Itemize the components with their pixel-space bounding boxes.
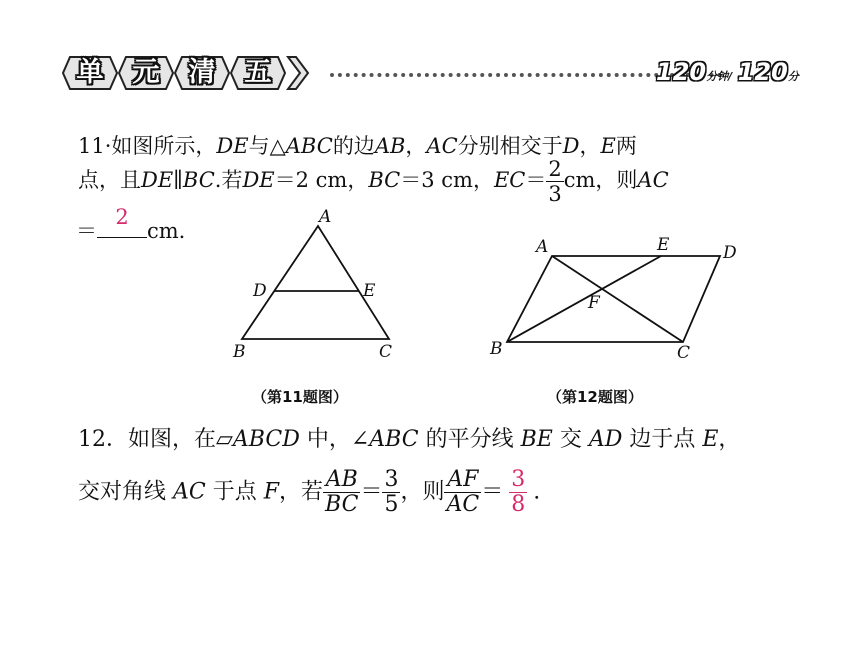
- numerator: AB: [323, 468, 360, 493]
- q11-line2: [78, 157, 669, 206]
- text: 边于点: [622, 427, 703, 452]
- denominator: BC: [325, 492, 359, 517]
- ab-bc-fraction: [323, 468, 360, 517]
- label-B: B: [490, 339, 503, 359]
- math-var: DE: [141, 168, 174, 192]
- text: ＝2 cm，: [274, 168, 369, 192]
- math-var: DE: [216, 134, 249, 158]
- label-F: F: [588, 293, 600, 313]
- label-A: A: [319, 207, 332, 227]
- text: 的边: [332, 134, 375, 158]
- math-var: BC: [182, 168, 215, 192]
- answer-denominator: 8: [511, 492, 526, 517]
- header-char: 五: [244, 57, 272, 88]
- fig12-caption: （第12题图）: [547, 388, 643, 406]
- text: cm.: [147, 219, 186, 243]
- text: ·如图所示，: [104, 134, 217, 158]
- header-char: 元: [132, 57, 160, 88]
- header-badge-2: [118, 56, 174, 90]
- header-timing: [656, 58, 799, 86]
- text: 中，∠: [299, 427, 370, 452]
- af-ac-fraction: [444, 468, 481, 517]
- denominator: AC: [446, 492, 480, 517]
- math-var: F: [263, 479, 279, 505]
- text: 点，且: [78, 168, 141, 192]
- q12-line2: [78, 468, 540, 517]
- text: ＝3 cm，: [400, 168, 494, 192]
- math-var: E: [600, 134, 616, 158]
- text: 分别相交于: [457, 134, 563, 158]
- unit-header: [62, 50, 822, 98]
- text: 与△: [248, 134, 286, 158]
- text: cm，则: [563, 168, 638, 192]
- math-var: AC: [637, 168, 669, 192]
- numerator: 3: [384, 467, 399, 492]
- text: ，则: [400, 479, 445, 505]
- ratio-fraction: [382, 468, 400, 517]
- math-var: E: [702, 427, 719, 452]
- answer-blank: [97, 205, 147, 238]
- label-E: E: [657, 235, 670, 255]
- time-value: 120: [656, 58, 707, 86]
- text: 于点: [205, 479, 264, 505]
- text: ＝: [481, 479, 504, 505]
- q12-line1: [78, 422, 740, 453]
- text: 两: [615, 134, 637, 158]
- math-var: BE: [520, 427, 553, 452]
- text: ，若: [279, 479, 324, 505]
- math-var: D: [562, 134, 580, 158]
- denominator: 5: [384, 492, 399, 517]
- label-B: B: [233, 342, 246, 362]
- label-D: D: [723, 243, 737, 263]
- header-badge-4: [230, 56, 286, 90]
- math-var: AD: [588, 427, 623, 452]
- header-badge-1: [62, 56, 118, 90]
- header-badge-3: [174, 56, 230, 90]
- text: ，: [579, 134, 601, 158]
- header-char: 单: [76, 57, 104, 88]
- q11-line1: [78, 130, 637, 160]
- text: ＝: [76, 219, 97, 243]
- text: ∥: [173, 168, 183, 192]
- denominator: 3: [548, 182, 562, 206]
- score-unit: 分: [787, 70, 799, 83]
- label-D: D: [253, 281, 267, 301]
- fig12-parallelogram-diagram: [480, 230, 750, 365]
- fig11-triangle-diagram: [220, 200, 420, 365]
- text: ＝: [360, 479, 383, 505]
- text: ＝: [525, 168, 547, 192]
- text: 交: [552, 427, 589, 452]
- answer-numerator: 3: [511, 467, 526, 492]
- math-var: AB: [374, 134, 406, 158]
- score-value: 120: [737, 58, 788, 86]
- question-number: 11: [78, 134, 105, 158]
- math-var: AC: [426, 134, 458, 158]
- time-unit: 分钟/: [706, 70, 733, 83]
- label-A: A: [536, 237, 549, 257]
- math-var: ABC: [369, 427, 419, 452]
- math-var: DE: [242, 168, 275, 192]
- label-C: C: [677, 343, 691, 363]
- math-var: BC: [368, 168, 401, 192]
- math-var: AC: [173, 479, 206, 505]
- text: .若: [214, 168, 243, 192]
- q12-answer: [509, 468, 527, 517]
- text: .: [533, 479, 541, 505]
- header-arrow-icon: [286, 56, 310, 90]
- fig11-caption: （第11题图）: [252, 388, 348, 406]
- header-char: 清: [188, 57, 216, 88]
- label-E: E: [363, 281, 376, 301]
- numerator: 2: [548, 157, 562, 181]
- q11-answer: 2: [115, 205, 129, 229]
- text: ，: [718, 427, 741, 452]
- text: 的平分线: [418, 427, 521, 452]
- math-var: ABCD: [232, 427, 300, 452]
- math-var: ABC: [285, 134, 333, 158]
- text: 交对角线: [78, 479, 173, 505]
- question-number: 12: [78, 427, 106, 452]
- q11-line3: [76, 205, 186, 245]
- text: ．如图，在▱: [106, 427, 233, 452]
- math-var: EC: [493, 168, 526, 192]
- numerator: AF: [444, 468, 481, 493]
- label-C: C: [379, 342, 393, 362]
- ec-fraction: [546, 157, 563, 206]
- text: ，: [405, 134, 427, 158]
